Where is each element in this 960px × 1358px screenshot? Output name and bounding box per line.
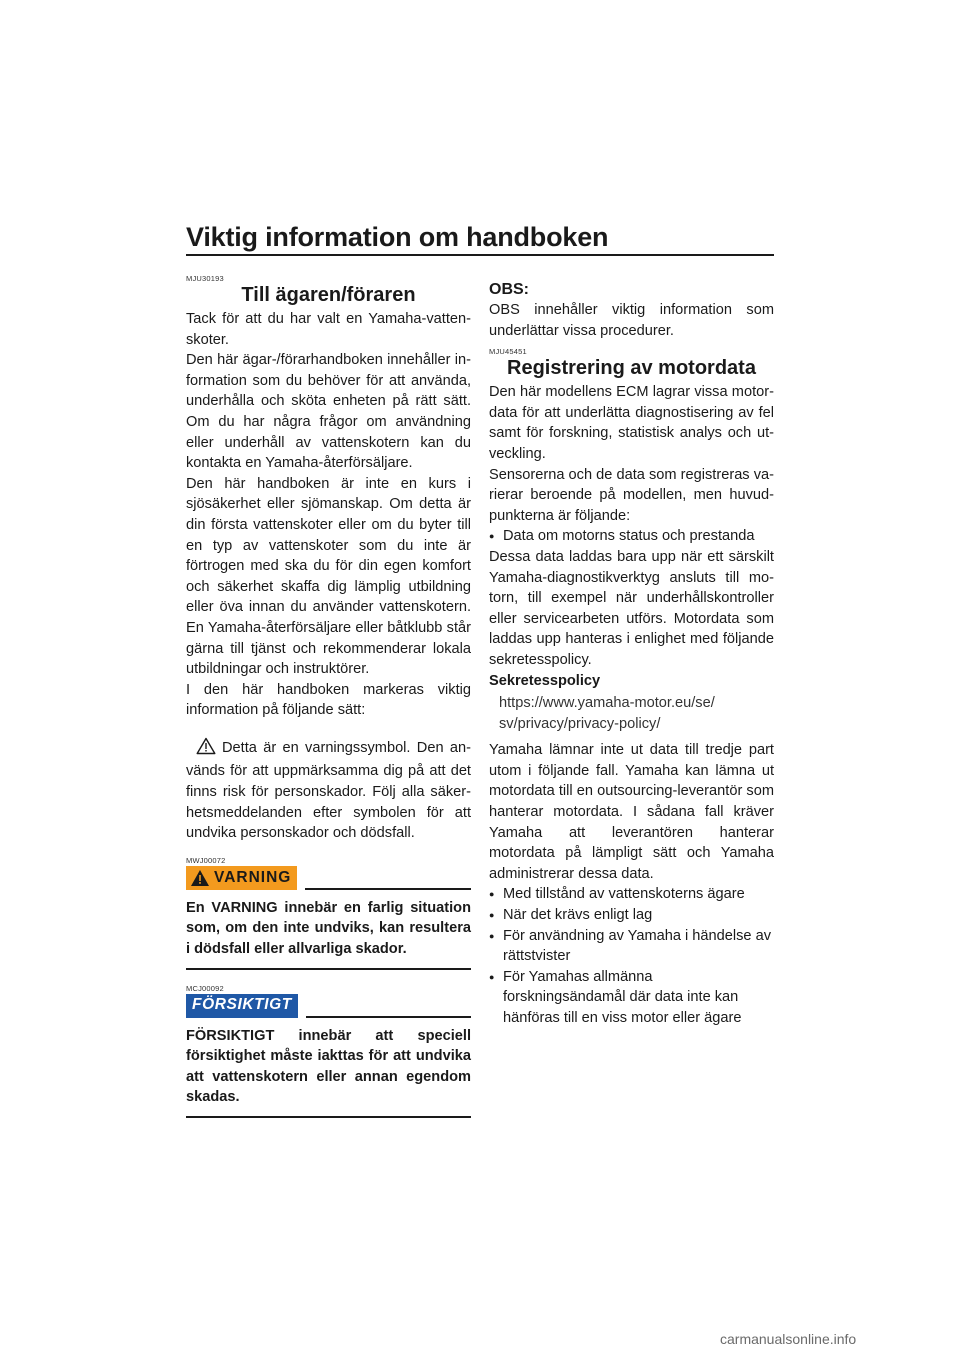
paragraph: Den här modellens ECM lagrar vissa motordata för att underlätta diagnostisering av fel samt för forskning, statistisk analys och utveckling.	[489, 384, 774, 462]
warning-symbol-paragraph	[186, 737, 471, 844]
paragraph: Tack för att du har valt en Yamaha-vattenskoter.	[186, 311, 471, 348]
warning-badge-label: VARNING	[214, 868, 292, 886]
paragraph: I den här handboken markeras viktig information på följande sätt:	[186, 681, 471, 719]
paragraph: Den här ägar-/förarhandboken innehåller information som du behöver för att använda, underhålla och sköta enheten på rätt sätt. Om du har några frågor om användning eller underhåll av vattenskotern kan du kontakta en Yamaha-återförsäljare.	[186, 352, 471, 472]
caution-header	[186, 994, 471, 1018]
page-title: Viktig information om handboken	[186, 222, 609, 252]
list-item: ● För Yamahas allmänna forskningsändamål där data inte kan hänföras till en viss motor eller ägare	[489, 967, 774, 1029]
warning-triangle-icon	[190, 869, 210, 887]
warning-badge	[186, 866, 297, 890]
policy-label: Sekretesspolicy	[489, 672, 601, 689]
paragraph: Den här handboken är inte en kurs i sjösäkerhet eller sjömanskap. Om detta är din första vattenskoter eller om du byter till en typ av vattenskoter som du inte är förtrogen med ska du för din egen komfort och säkerhet skaffa dig lämplig utbildning eller öva innan du använder vattenskotern. En Yamaha-återförsäljare eller båtklubb står gärna till tjänst och rekommenderar lokala utbildningar och instruktörer.	[186, 475, 471, 678]
right-column	[489, 274, 774, 1029]
warning-header	[186, 866, 471, 890]
policy-url-line2[interactable]: sv/privacy/privacy-policy/	[499, 715, 661, 732]
policy-url-line1[interactable]: https://www.yamaha-motor.eu/se/	[499, 695, 715, 712]
caution-code: MCJ00092	[186, 983, 224, 993]
warning-triangle-icon	[196, 737, 216, 762]
title-rule	[186, 254, 774, 256]
section-heading-owner: Till ägaren/föraren	[241, 284, 416, 306]
caution-bottom-rule	[186, 1116, 471, 1118]
obs-text: OBS innehåller viktig information som underlättar vissa procedurer.	[489, 302, 774, 339]
warning-text: En VARNING innebär en farlig situation som, om den inte undviks, kan resultera i dödsfall eller allvarliga skador.	[186, 899, 471, 958]
caution-header-rule	[306, 1016, 471, 1018]
left-column	[186, 274, 471, 1118]
paragraph: Yamaha lämnar inte ut data till tredje part utom i följande fall. Yamaha kan lämna ut motordata till en outsourcing-leverantör som hanterar motordata. I sådana fall kräver Yamaha att leverantören hanterar motordata på lämpligt sätt och Yamaha administrerar dessa data.	[489, 742, 774, 882]
bullet-list	[489, 526, 774, 547]
caution-text: FÖRSIKTIGT innebär att speciell försiktighet måste iakttas för att undvika att vattenskotern eller annan egendom skadas.	[186, 1027, 471, 1106]
list-item: ● För användning av Yamaha i händelse av rättstvister	[489, 926, 774, 967]
caution-badge: FÖRSIKTIGT	[186, 994, 298, 1018]
list-item: ● När det krävs enligt lag	[489, 905, 774, 926]
warning-code: MWJ00072	[186, 855, 226, 865]
section-code: MJU30193	[186, 274, 224, 283]
warning-header-rule	[305, 888, 471, 890]
warning-bottom-rule	[186, 968, 471, 970]
section-heading-engine-data: Registrering av motordata	[507, 357, 756, 380]
obs-label: OBS:	[489, 281, 529, 298]
paragraph: Sensorerna och de data som registreras varierar beroende på modellen, men huvudpunkterna är följande:	[489, 466, 774, 524]
warning-symbol-text: Detta är en varningssymbol. Den används för att uppmärksamma dig på att det finns risk för personskador. Följ alla säkerhetsmeddelanden efter symbolen för att undvika personskador och dödsfall.	[186, 739, 471, 842]
list-item: ● Data om motorns status och prestanda	[489, 526, 774, 547]
section-code: MJU45451	[489, 347, 527, 357]
bullet-list	[489, 884, 774, 1028]
paragraph: Dessa data laddas bara upp när ett särskilt Yamaha-diagnostikverktyg ansluts till motorn, till exempel när underhållskontroller eller servicearbeten utförs. Motordata som laddas upp hanteras i enlighet med följande sekretesspolicy.	[489, 548, 774, 668]
list-item: ● Med tillstånd av vattenskoterns ägare	[489, 884, 774, 905]
watermark: carmanualsonline.info	[720, 1331, 857, 1347]
